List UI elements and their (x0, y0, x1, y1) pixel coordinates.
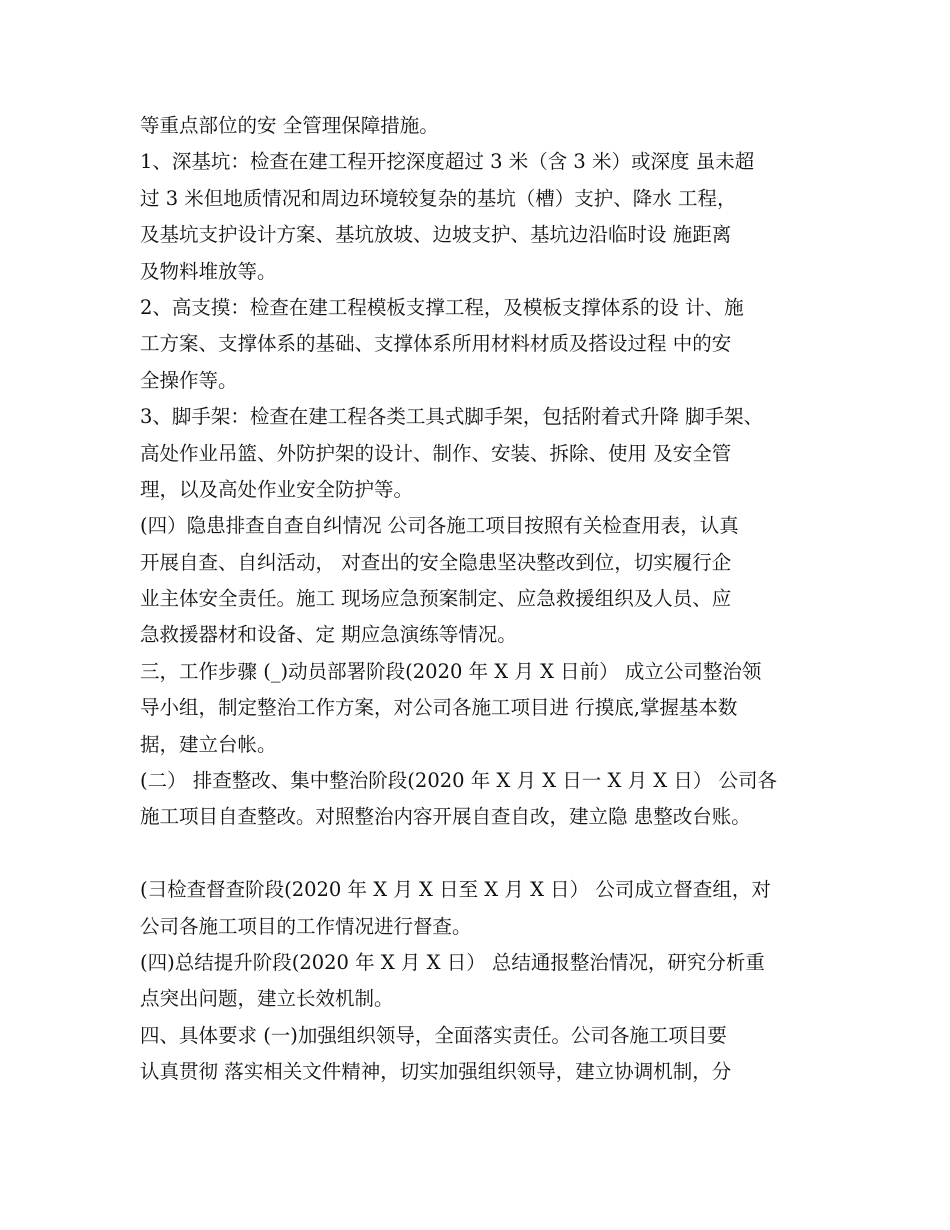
text-line: 2、高支摸：检查在建工程模板支撑工程，及模板支撑体系的设 计、施 (140, 295, 744, 319)
paragraph-gap (140, 836, 830, 872)
text-line: 及物料堆放等。 (140, 259, 277, 283)
text-line: 全操作等。 (140, 368, 238, 392)
text-line: 四、具体要求 (一)加强组织领导，全面落实责任。公司各施工项目要 (140, 1023, 727, 1047)
text-line: 过 3 米但地质情况和周边环境较复杂的基坑（槽）支护、降水 工程， (140, 186, 737, 210)
text-line: 理，以及高处作业安全防护等。 (140, 477, 414, 501)
text-line: 认真贯彻 落实相关文件精神，切实加强组织领导，建立协调机制，分 (140, 1060, 732, 1084)
text-line: 1、深基坑：检查在建工程开挖深度超过 3 米（含 3 米）或深度 虽未超 (140, 150, 755, 174)
text-line: (四)总结提升阶段(2020 年 X 月 X 日） 总结通报整治情况，研究分析重 (140, 950, 765, 974)
text-line: 开展自查、自纠活动， 对查出的安全隐患坚决整改到位，切实履行企 (140, 550, 732, 574)
text-line: 等重点部位的安 全管理保障措施。 (140, 114, 439, 137)
text-line: (二） 排查整改、集中整治阶段(2020 年 X 月 X 日一 X 月 X 日） 公司各 (140, 769, 778, 793)
text-line: 三，工作步骤 (_)动员部署阶段(2020 年 X 月 X 日前） 成立公司整治领 (140, 659, 762, 683)
text-line: 急救援器材和设备、定 期应急演练等情况。 (140, 623, 517, 647)
text-line: (四）隐患排查自查自纠情况 公司各施工项目按照有关检查用表，认真 (140, 514, 739, 538)
text-line: 施工项目自查整改。对照整治内容开展自查自改，建立隐 患整改台账。 (140, 805, 751, 829)
text-line: 业主体安全责任。施工 现场应急预案制定、应急救援组织及人员、应 (140, 587, 732, 611)
text-line: 及基坑支护设计方案、基坑放坡、边坡支护、基坑边沿临时设 施距离 (140, 223, 732, 247)
text-line: 导小组，制定整治工作方案，对公司各施工项目进 行摸底,掌握基本数 (140, 696, 738, 720)
text-line: (彐检查督查阶段(2020 年 X 月 X 日至 X 月 X 日） 公司成立督查组，对 (140, 878, 771, 902)
text-line: 点突出问题，建立长效机制。 (140, 987, 394, 1011)
text-line: 公司各施工项目的工作情况进行督查。 (140, 914, 472, 938)
text-line: 3、脚手架：检查在建工程各类工具式脚手架，包括附着式升降 脚手架、 (140, 405, 764, 429)
text-line: 工方案、支撑体系的基础、支撑体系所用材料材质及搭设过程 中的安 (140, 332, 732, 356)
text-line: 据，建立台帐。 (140, 732, 277, 756)
text-line: 高处作业吊篮、外防护架的设计、制作、安装、拆除、使用 及安全管 (140, 441, 732, 465)
document-body (140, 108, 830, 1091)
